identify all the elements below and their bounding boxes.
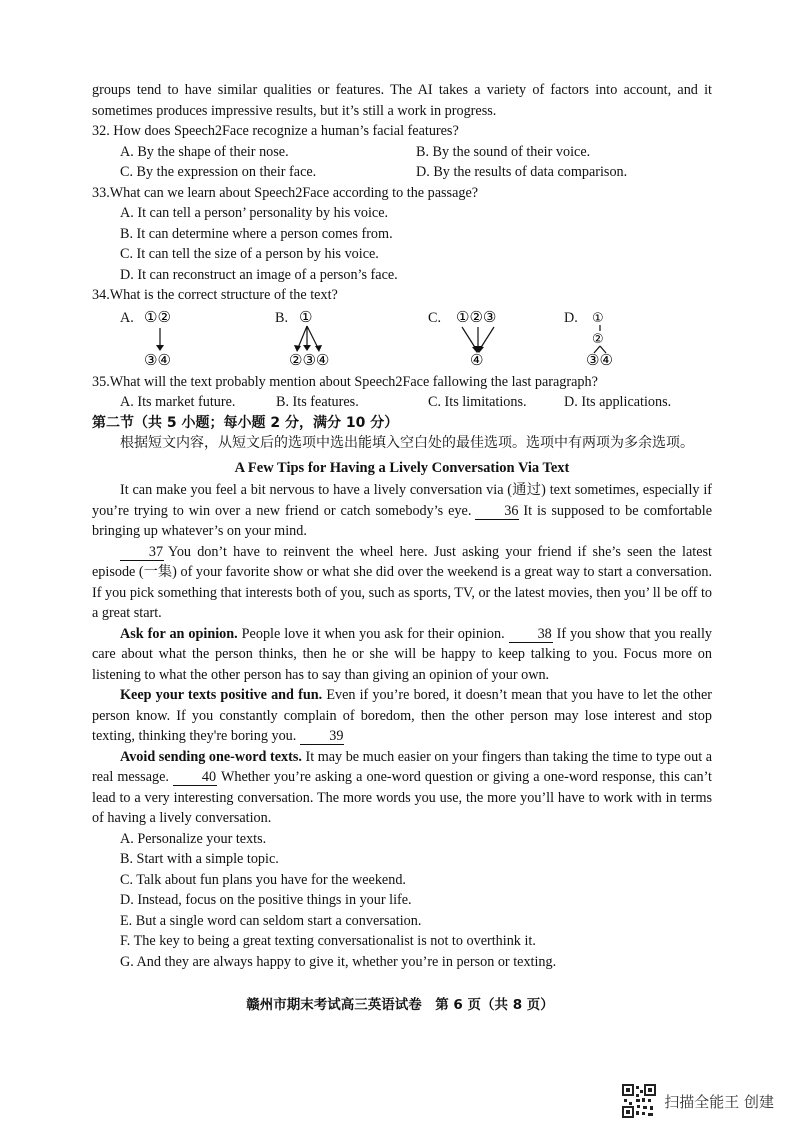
passage-paragraph-2	[92, 542, 712, 624]
q34-option-b-diagram	[275, 308, 375, 368]
answer-option-c: C. Talk about fun plans you have for the weekend.	[120, 871, 406, 888]
p4-heading: Keep your texts positive and fun.	[120, 687, 323, 703]
q34-option-b-label: B.	[275, 309, 289, 326]
q34-option-c-diagram	[428, 308, 538, 368]
answer-option-a: A. Personalize your texts.	[120, 830, 267, 847]
q34-c-top: ①②③	[456, 307, 497, 326]
p5-heading: Avoid sending one-word texts.	[120, 748, 302, 765]
q34-option-d-structure	[564, 308, 664, 368]
question-32-options-row2	[92, 162, 712, 183]
q34-a-top: ①②	[144, 307, 171, 326]
blank-36: 36	[475, 503, 519, 520]
q34-option-d-label: D.	[564, 309, 578, 326]
question-34-stem: 34.What is the correct structure of the text?	[92, 287, 338, 303]
p1-text-b: It is supposed to be comfortable bringing up whatever’s on your mind.	[92, 502, 712, 539]
p1-text-a: It can make you feel a bit nervous to have a lively conversation via (通过) text sometimes, especially if you’re trying to win over a new friend or catch somebody’s eye.	[92, 482, 712, 519]
p3-heading: Ask for an opinion.	[120, 625, 238, 642]
passage-paragraph-5	[92, 747, 712, 829]
q34-option-d-diagram	[564, 308, 664, 368]
p4-text-a: Even if you’re bored, it doesn’t mean that you have to let the other person know. If you constantly complain of boredom, then the other person may lose interest and stop texting, thinking they're boring you.	[92, 687, 713, 744]
p5-text-b: Whether you’re asking a one-word question or giving a one-word response, this can’t lead to a very interesting conversation. The more words you use, the more you’ll have to work with in terms of having a lively conversation.	[92, 769, 712, 826]
q33-option-d: D. It can reconstruct an image of a person’s face.	[120, 266, 398, 283]
q34-d-n1: ①	[592, 310, 604, 326]
q32-option-c: C. By the expression on their face.	[120, 164, 317, 180]
passage-paragraph-4	[92, 685, 712, 747]
q34-option-a-structure	[120, 308, 210, 368]
q34-d-bottom: ③④	[586, 350, 613, 368]
blank-39: 39	[300, 728, 344, 745]
q35-option-d: D. Its applications.	[564, 394, 672, 410]
section-2-heading: 第二节（共 5 小题；每小题 2 分，满分 10 分）	[92, 414, 399, 431]
passage-title: A Few Tips for Having a Lively Conversation Via Text	[234, 459, 570, 476]
q34-structure-diagrams	[92, 308, 712, 368]
q34-b-bottom: ②③④	[289, 350, 330, 368]
q34-a-bottom: ③④	[144, 350, 171, 368]
q35-option-c: C. Its limitations.	[428, 394, 527, 410]
intro-continuation: groups tend to have similar qualities or features. The AI takes a variety of factors into account, and it sometimes produces impressive results, but it’s still a work in progress.	[92, 82, 712, 119]
p2-text: You don’t have to reinvent the wheel here. Just asking your friend if she’s seen the latest episode (一集) of your favorite show or what she did over the weekend is a great way to start a conversation. If you pick something that interests both of you, such as sports, TV, or the latest movies, then you’ ll be off to a great start.	[92, 543, 712, 621]
q34-option-c-label: C.	[428, 309, 442, 326]
question-33-stem: 33.What can we learn about Speech2Face according to the passage?	[92, 184, 479, 201]
question-32-stem: 32. How does Speech2Face recognize a human’s facial features?	[92, 123, 459, 139]
q34-option-a-diagram	[120, 308, 210, 368]
answer-option-e: E. But a single word can seldom start a conversation.	[120, 912, 422, 929]
question-35-options	[92, 392, 712, 413]
blank-40: 40	[173, 769, 217, 786]
question-35-stem: 35.What will the text probably mention about Speech2Face fallowing the last paragraph?	[92, 373, 598, 390]
q35-option-a: A. Its market future.	[120, 394, 236, 410]
p5-text-a: It may be much easier on your fingers than taking the time to type out a real message.	[92, 748, 713, 785]
q34-d-n2: ②	[592, 331, 604, 347]
watermark-text: 扫描全能王 创建	[664, 1092, 774, 1111]
q34-option-b-structure	[275, 308, 375, 368]
section-2-instruction: 根据短文内容，从短文后的选项中选出能填入空白处的最佳选项。选项中有两项为多余选项。	[120, 435, 694, 451]
q35-option-b: B. Its features.	[276, 394, 359, 410]
q34-option-c-structure	[428, 308, 538, 368]
answer-option-f: F. The key to being a great texting conversationalist is not to overthink it.	[120, 933, 536, 949]
answer-options-list	[92, 829, 712, 973]
q33-option-c: C. It can tell the size of a person by his voice.	[120, 246, 379, 262]
q34-c-bottom: ④	[470, 350, 484, 368]
q32-option-b: B. By the sound of their voice.	[416, 143, 591, 160]
blank-38: 38	[509, 626, 553, 643]
q32-option-a: A. By the shape of their nose.	[120, 143, 289, 160]
q34-option-a-label: A.	[120, 309, 134, 326]
exam-page	[92, 80, 712, 972]
answer-option-g: G. And they are always happy to give it, whether you’re in person or texting.	[120, 953, 557, 970]
question-32-options-row1	[92, 142, 712, 163]
blank-37: 37	[120, 544, 164, 561]
passage-paragraph-1	[92, 480, 712, 542]
p3-text-b: If you show that you really care about what the person thinks, then he or she will be happy to keep talking to you. Focus more on listening to what the other person has to say than giving an opinion of your own.	[92, 625, 713, 683]
p3-text-a: People love it when you ask for their opinion.	[241, 625, 505, 642]
passage-paragraph-3	[92, 624, 712, 686]
q32-option-d: D. By the results of data comparison.	[416, 164, 628, 180]
qr-code-icon	[622, 1084, 656, 1118]
answer-option-d: D. Instead, focus on the positive things in your life.	[120, 892, 412, 908]
q33-option-a: A. It can tell a person’ personality by his voice.	[120, 205, 389, 221]
q33-option-b: B. It can determine where a person comes from.	[120, 225, 393, 242]
scanner-watermark	[622, 1084, 774, 1118]
answer-option-b: B. Start with a simple topic.	[120, 851, 279, 867]
q34-b-top: ①	[299, 307, 313, 326]
page-footer: 赣州市期末考试高三英语试卷 第 6 页（共 8 页）	[246, 997, 554, 1013]
